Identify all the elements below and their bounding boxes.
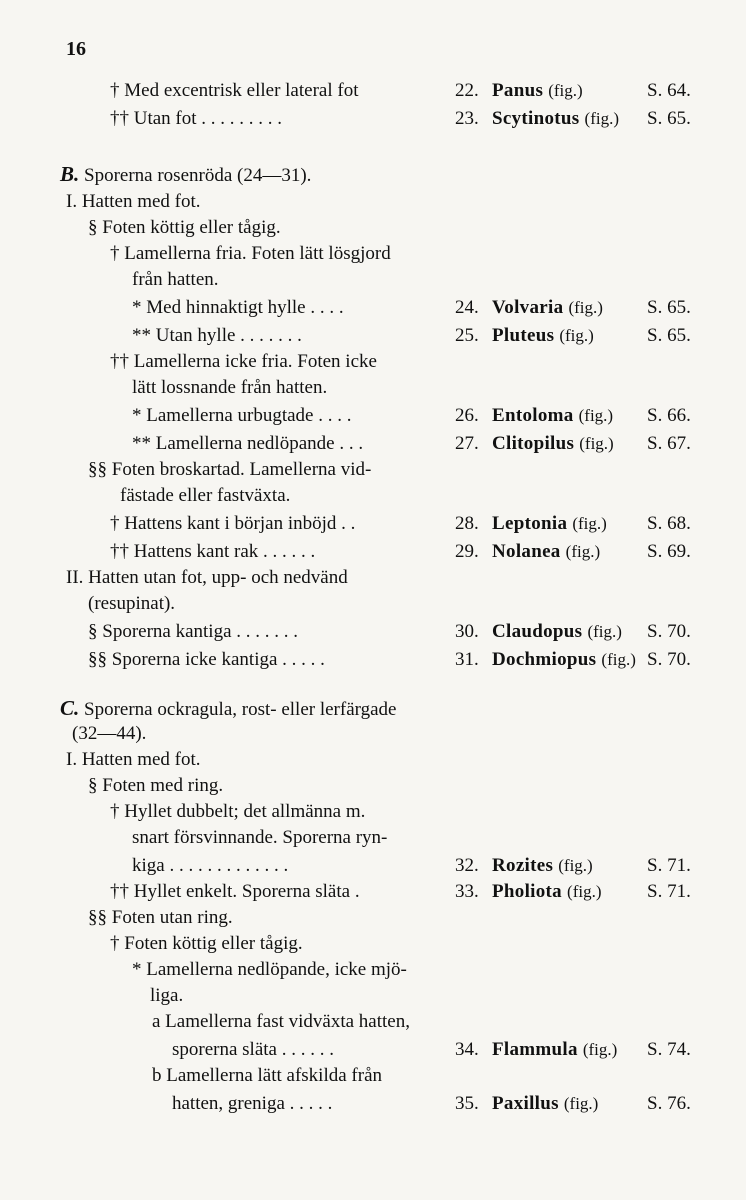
entry-number: 34. [455,1039,479,1060]
entry-text: I. Hatten med fot. [66,749,201,770]
genus-name: Pluteus (fig.) [492,325,594,346]
page-reference: S. 65. [647,325,691,346]
page-reference: S. 64. [647,80,691,101]
page-reference: S. 74. [647,1039,691,1060]
entry-text: från hatten. [132,269,219,290]
entry-text: hatten, greniga . . . . . [172,1093,333,1114]
genus-name: Scytinotus (fig.) [492,108,619,129]
section-heading-b: B. Sporerna rosenröda (24—31). [60,162,312,186]
page-reference: S. 66. [647,405,691,426]
entry-text: §§ Sporerna icke kantiga . . . . . [88,649,325,670]
genus-name: Dochmiopus (fig.) [492,649,636,670]
entry-number: 25. [455,325,479,346]
genus-name: Flammula (fig.) [492,1039,618,1060]
genus-name: Nolanea (fig.) [492,541,601,562]
entry-text: †† Lamellerna icke fria. Foten icke [110,351,377,372]
entry-number: 31. [455,649,479,670]
entry-text: † Hyllet dubbelt; det allmänna m. [110,801,366,822]
genus-name: Claudopus (fig.) [492,621,622,642]
entry-number: 24. [455,297,479,318]
entry-text: sporerna släta . . . . . . [172,1039,334,1060]
entry-text: §§ Foten utan ring. [88,907,233,928]
entry-number: 35. [455,1093,479,1114]
genus-name: Volvaria (fig.) [492,297,603,318]
genus-name: Clitopilus (fig.) [492,433,614,454]
entry-text: † Foten köttig eller tågig. [110,933,303,954]
entry-number: 22. [455,80,479,101]
page-reference: S. 69. [647,541,691,562]
entry-text: § Foten med ring. [88,775,224,796]
entry-number: 26. [455,405,479,426]
genus-name: Paxillus (fig.) [492,1093,599,1114]
page-reference: S. 70. [647,621,691,642]
entry-text: liga. [150,985,184,1006]
genus-name: Entoloma (fig.) [492,405,614,426]
entry-text: (32—44). [72,723,147,744]
page-reference: S. 65. [647,297,691,318]
entry-text: †† Utan fot . . . . . . . . . [110,108,283,129]
entry-number: 30. [455,621,479,642]
page-reference: S. 65. [647,108,691,129]
entry-text: †† Hyllet enkelt. Sporerna släta . [110,881,360,902]
entry-number: 27. [455,433,479,454]
genus-name: Panus (fig.) [492,80,583,101]
entry-text: † Med excentrisk eller lateral fot [110,80,359,101]
entry-text: † Lamellerna fria. Foten lätt lösgjord [110,243,391,264]
entry-text: fästade eller fastväxta. [120,485,291,506]
entry-text: II. Hatten utan fot, upp- och nedvänd [66,567,348,588]
entry-text: § Sporerna kantiga . . . . . . . [88,621,299,642]
entry-text: b Lamellerna lätt afskilda från [152,1065,383,1086]
entry-text: * Lamellerna nedlöpande, icke mjö- [132,959,407,980]
entry-text: lätt lossnande från hatten. [132,377,328,398]
entry-text: ** Utan hylle . . . . . . . [132,325,302,346]
entry-text: kiga . . . . . . . . . . . . . [132,855,289,876]
entry-text: a Lamellerna fast vidväxta hatten, [152,1011,410,1032]
page-number: 16 [66,38,86,60]
section-heading-c: C. Sporerna ockragula, rost- eller lerfärgade [60,696,397,720]
page-reference: S. 76. [647,1093,691,1114]
entry-text: * Lamellerna urbugtade . . . . [132,405,352,426]
entry-number: 33. [455,881,479,902]
entry-text: I. Hatten med fot. [66,191,201,212]
genus-name: Rozites (fig.) [492,855,593,876]
page-reference: S. 71. [647,881,691,902]
entry-text: * Med hinnaktigt hylle . . . . [132,297,344,318]
entry-text: †† Hattens kant rak . . . . . . [110,541,316,562]
entry-text: † Hattens kant i början inböjd . . [110,513,356,534]
entry-text: snart försvinnande. Sporerna ryn- [132,827,388,848]
entry-text: (resupinat). [88,593,176,614]
entry-number: 29. [455,541,479,562]
entry-number: 32. [455,855,479,876]
entry-text: § Foten köttig eller tågig. [88,217,281,238]
entry-text: §§ Foten broskartad. Lamellerna vid- [88,459,372,480]
page-reference: S. 71. [647,855,691,876]
page-reference: S. 70. [647,649,691,670]
entry-text: ** Lamellerna nedlöpande . . . [132,433,364,454]
page-reference: S. 67. [647,433,691,454]
genus-name: Pholiota (fig.) [492,881,602,902]
entry-number: 23. [455,108,479,129]
page-reference: S. 68. [647,513,691,534]
genus-name: Leptonia (fig.) [492,513,607,534]
entry-number: 28. [455,513,479,534]
